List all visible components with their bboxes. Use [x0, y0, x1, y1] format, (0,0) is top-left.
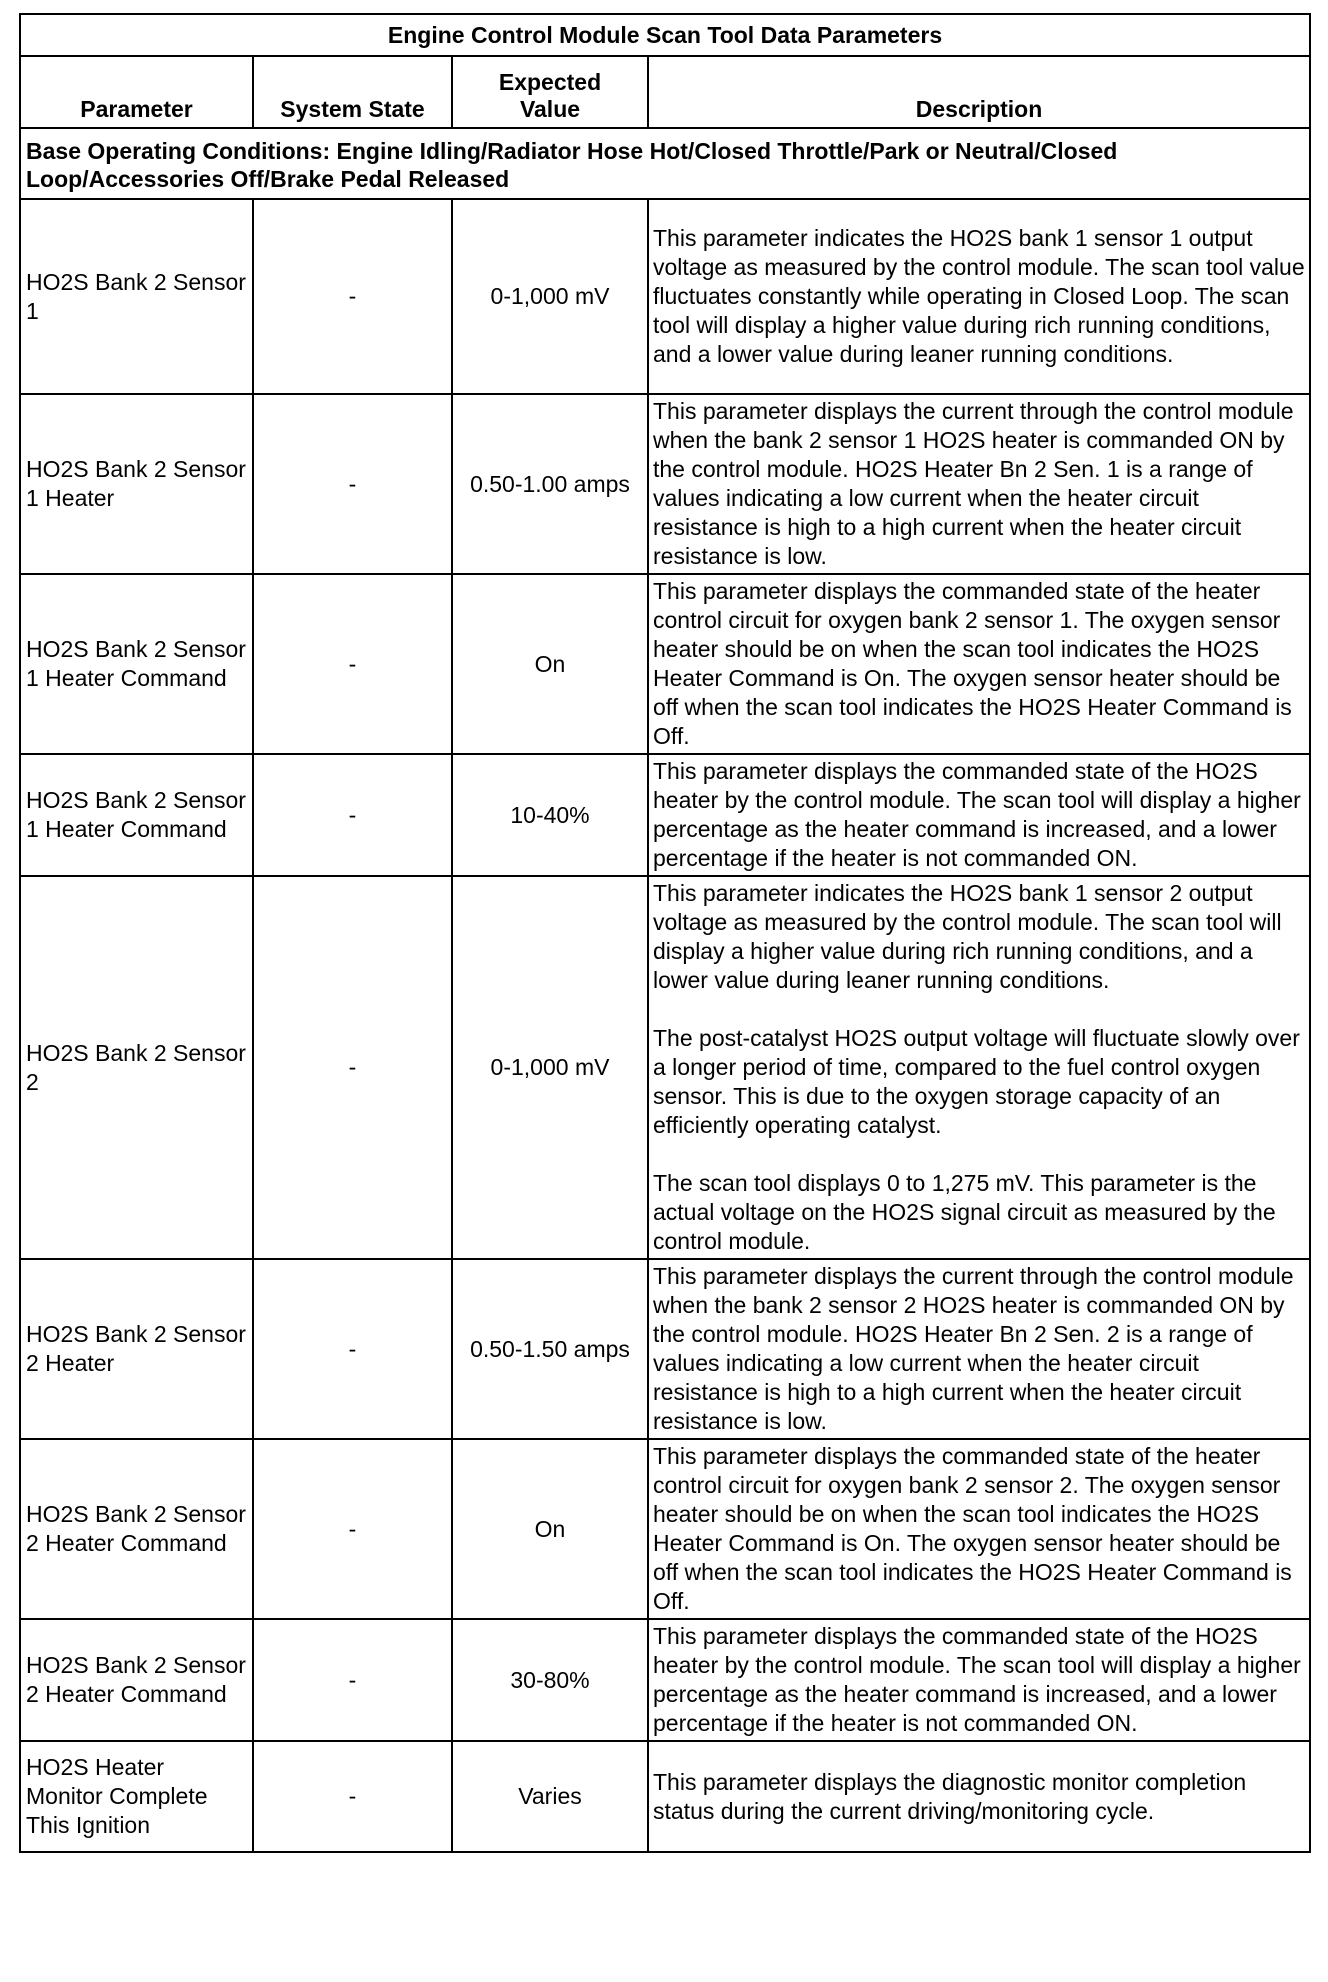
description-cell	[648, 199, 1310, 394]
system-state-cell: -	[253, 754, 452, 876]
expected-value-cell: 0.50-1.50 amps	[452, 1259, 648, 1439]
description-cell	[648, 574, 1310, 754]
header-row	[20, 56, 1310, 128]
expected-value-cell: Varies	[452, 1741, 648, 1852]
parameter-cell: HO2S Bank 2 Sensor 2 Heater	[20, 1259, 253, 1439]
description-cell	[648, 754, 1310, 876]
description-cell	[648, 1619, 1310, 1741]
system-state-cell: -	[253, 574, 452, 754]
parameter-cell: HO2S Bank 2 Sensor 2	[20, 876, 253, 1259]
table-row	[20, 1741, 1310, 1852]
table-row	[20, 574, 1310, 754]
header-expected-value	[452, 56, 648, 128]
table-row	[20, 1439, 1310, 1619]
description-paragraph: The post-catalyst HO2S output voltage will fluctuate slowly over a longer period of time, compared to the fuel control oxygen sensor. This is due to the oxygen storage capacity of an efficiently operating catalyst.	[653, 1025, 1300, 1138]
table-row	[20, 394, 1310, 574]
system-state-cell: -	[253, 199, 452, 394]
base-operating-conditions: Base Operating Conditions: Engine Idling/Radiator Hose Hot/Closed Throttle/Park or Neutral/Closed Loop/Accessories Off/Brake Pedal Released	[20, 128, 1310, 199]
header-expected-line1: Expected	[498, 69, 602, 95]
parameter-cell: HO2S Bank 2 Sensor 1 Heater	[20, 394, 253, 574]
table-title: Engine Control Module Scan Tool Data Parameters	[20, 14, 1310, 56]
description-paragraph: This parameter indicates the HO2S bank 1 sensor 1 output voltage as measured by the control module. The scan tool value fluctuates constantly while operating in Closed Loop. The scan tool will display a higher value during rich running conditions, and a lower value during leaner running conditions.	[653, 225, 1305, 367]
expected-value-cell: 30-80%	[452, 1619, 648, 1741]
description-cell	[648, 876, 1310, 1259]
description-paragraph: The scan tool displays 0 to 1,275 mV. This parameter is the actual voltage on the HO2S signal circuit as measured by the control module.	[653, 1170, 1276, 1254]
description-cell	[648, 394, 1310, 574]
header-parameter: Parameter	[20, 56, 253, 128]
description-paragraph: This parameter indicates the HO2S bank 1 sensor 2 output voltage as measured by the control module. The scan tool will display a higher value during rich running conditions, and a lower value during leaner running conditions.	[653, 880, 1282, 993]
table-row	[20, 1259, 1310, 1439]
header-system-state: System State	[253, 56, 452, 128]
expected-value-cell: On	[452, 1439, 648, 1619]
expected-value-cell: 0-1,000 mV	[452, 876, 648, 1259]
system-state-cell: -	[253, 394, 452, 574]
system-state-cell: -	[253, 1619, 452, 1741]
description-paragraph: This parameter displays the current through the control module when the bank 2 sensor 2 HO2S heater is commanded ON by the control module. HO2S Heater Bn 2 Sen. 2 is a range of values indicating a low current when the heater circuit resistance is high to a high current when the heater circuit resistance is low.	[653, 1263, 1294, 1434]
system-state-cell: -	[253, 876, 452, 1259]
description-paragraph: This parameter displays the commanded state of the HO2S heater by the control module. The scan tool will display a higher percentage as the heater command is increased, and a lower percentage if the heater is not commanded ON.	[653, 1623, 1301, 1736]
system-state-cell: -	[253, 1259, 452, 1439]
system-state-cell: -	[253, 1439, 452, 1619]
expected-value-cell: On	[452, 574, 648, 754]
table-row	[20, 876, 1310, 1259]
description-cell	[648, 1741, 1310, 1852]
parameter-cell: HO2S Bank 2 Sensor 2 Heater Command	[20, 1619, 253, 1741]
table-row	[20, 754, 1310, 876]
description-paragraph: This parameter displays the current through the control module when the bank 2 sensor 1 HO2S heater is commanded ON by the control module. HO2S Heater Bn 2 Sen. 1 is a range of values indicating a low current when the heater circuit resistance is high to a high current when the heater circuit resistance is low.	[653, 398, 1294, 569]
description-cell	[648, 1259, 1310, 1439]
table-row	[20, 1619, 1310, 1741]
expected-value-cell: 0.50-1.00 amps	[452, 394, 648, 574]
description-paragraph: This parameter displays the commanded state of the HO2S heater by the control module. The scan tool will display a higher percentage as the heater command is increased, and a lower percentage if the heater is not commanded ON.	[653, 758, 1301, 871]
description-paragraph: This parameter displays the commanded state of the heater control circuit for oxygen bank 2 sensor 2. The oxygen sensor heater should be on when the scan tool indicates the HO2S Heater Command is On. The oxygen sensor heater should be off when the scan tool indicates the HO2S Heater Command is Off.	[653, 1443, 1292, 1614]
parameter-cell: HO2S Heater Monitor Complete This Ignition	[20, 1741, 253, 1852]
table-row	[20, 199, 1310, 394]
parameter-cell: HO2S Bank 2 Sensor 2 Heater Command	[20, 1439, 253, 1619]
document-page	[19, 13, 1309, 1853]
header-description: Description	[648, 56, 1310, 128]
scan-tool-data-table	[19, 13, 1311, 1853]
parameter-cell: HO2S Bank 2 Sensor 1 Heater Command	[20, 754, 253, 876]
description-paragraph: This parameter displays the diagnostic monitor completion status during the current driving/monitoring cycle.	[653, 1768, 1247, 1824]
expected-value-cell: 10-40%	[452, 754, 648, 876]
expected-value-cell: 0-1,000 mV	[452, 199, 648, 394]
description-cell	[648, 1439, 1310, 1619]
parameter-cell: HO2S Bank 2 Sensor 1	[20, 199, 253, 394]
header-expected-line2: Value	[519, 96, 581, 122]
description-paragraph: This parameter displays the commanded state of the heater control circuit for oxygen bank 2 sensor 1. The oxygen sensor heater should be on when the scan tool indicates the HO2S Heater Command is On. The oxygen sensor heater should be off when the scan tool indicates the HO2S Heater Command is Off.	[653, 578, 1292, 749]
system-state-cell: -	[253, 1741, 452, 1852]
parameter-cell: HO2S Bank 2 Sensor 1 Heater Command	[20, 574, 253, 754]
